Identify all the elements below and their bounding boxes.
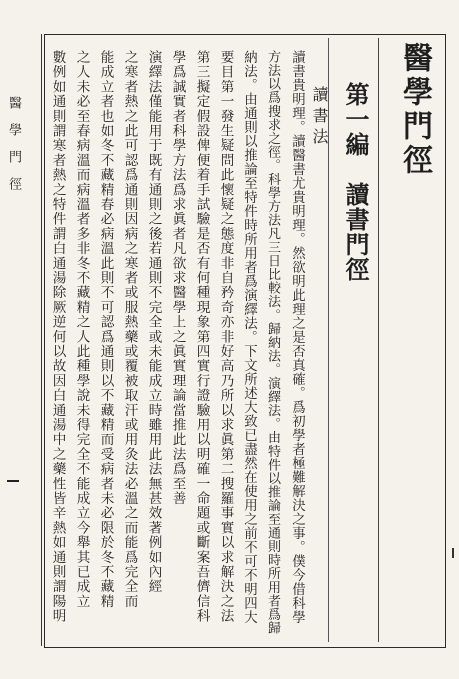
chapter-title: 第一編 讀書門徑: [341, 82, 370, 282]
text-column-6: 學爲誠實者科學方法爲求眞者凡欲求醫學上之眞實理論當推此法爲至善: [169, 50, 186, 506]
text-column-2: 方法以爲搜求之徑。科學方法凡三日比較法。歸納法。演繹法。由特件以推論至通則時所用者爲歸: [265, 50, 280, 635]
page-number: [7, 480, 19, 482]
gutter-rule: [41, 34, 42, 646]
book-title: 醫學門徑: [397, 42, 432, 178]
text-column-10: 之人未必至春病溫而病溫者多非冬不藏精之人此種學說未得完全不能成立今舉其已成立: [73, 50, 90, 609]
text-column-11: 數例如通則謂寒者熱之特件謂白通湯除厥逆何以故因白通湯中之藥性皆辛熱如通則謂陽明: [49, 50, 66, 624]
margin-book-title: 醫學門徑: [6, 96, 21, 204]
text-column-3: 納法。由通則以推論至特件時所用者爲演繹法。下文所述大致已盡然在使用之前不可不明四大: [241, 50, 257, 624]
edge-mark: [452, 548, 454, 558]
title-rule: [378, 38, 379, 642]
text-column-9: 能成立者也如冬不藏精春必病溫此則不可認爲通則以不藏精而受病者未必限於冬不藏精: [97, 50, 114, 609]
text-column-1: 讀書貴明理。讀醫書尤貴明理。然欲明此理之是否真確。爲初學者極難解決之事。僕今借科學: [289, 50, 305, 624]
text-column-8: 之寒者熱之此可認爲通則因病之寒者或服熱藥或覆被取汗或用灸法必溫之而能爲完全而: [121, 50, 138, 609]
text-column-7: 演繹法僅能用于既有通則之後若通則不完全或未能成立時雖用此法無甚效著例如內經: [145, 50, 162, 594]
section-title: 讀書法: [310, 86, 329, 149]
text-column-4: 要目第一發生疑問此懷疑之態度非自矜奇亦非好高乃所以求眞第二搜羅事實以求解決之法: [217, 50, 234, 624]
text-column-5: 第三擬定假設俾便着手試驗是否有何種現象第四實行證驗用以明確一命題或斷案吾儕信科: [193, 50, 210, 624]
